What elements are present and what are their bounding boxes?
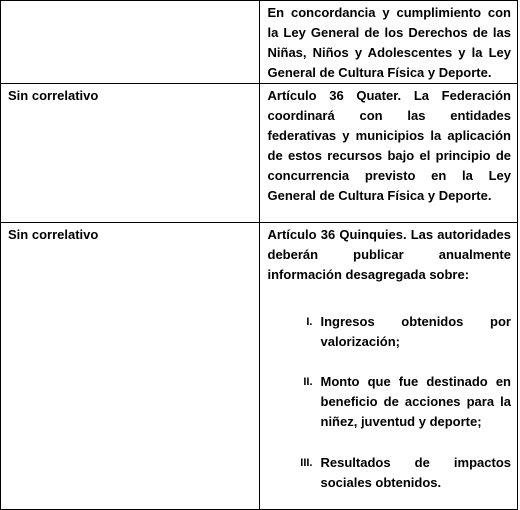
list-item-text: Ingresos obtenidos por valorización; [320, 314, 511, 349]
list-item-text: Resultados de impactos sociales obtenidos. [320, 455, 511, 490]
left-cell-text: Sin correlativo [8, 88, 99, 103]
right-cell-text: Artículo 36 Quinquies. Las autoridades deberán publicar anualmente información desagregada sobre: [267, 227, 511, 282]
list-item [260, 372, 518, 432]
left-cell [1, 1, 260, 84]
item-list [260, 312, 518, 493]
left-cell [1, 223, 260, 510]
left-cell [1, 84, 260, 223]
right-cell-text: Artículo 36 Quater. La Federación coordinará con las entidades federativas y municipios la aplicación de estos recursos bajo el principio de concurrencia previsto en la Ley General de Cultura Física y Deporte. [267, 88, 511, 203]
right-cell [259, 84, 518, 223]
list-item [260, 453, 518, 493]
table-row [1, 1, 518, 84]
right-cell [259, 223, 518, 510]
list-item-number-text: I. [306, 316, 313, 328]
list-item-number [260, 312, 313, 352]
list-item-number [260, 372, 313, 432]
right-cell [259, 1, 518, 84]
list-item [260, 312, 518, 352]
left-cell-text [1, 1, 259, 3]
list-item-number-text: III. [300, 457, 313, 469]
list-item-number [260, 453, 313, 493]
right-cell-text: En concordancia y cumplimiento con la Ley General de los Derechos de las Niñas, Niños y Adolescentes y la Ley General de Cultura Física y Deporte. [267, 5, 511, 80]
table-row [1, 223, 518, 510]
left-cell-text: Sin correlativo [8, 227, 99, 242]
list-item-text: Monto que fue destinado en beneficio de acciones para la niñez, juventud y deporte; [320, 374, 511, 429]
list-item-number-text: II. [303, 376, 313, 388]
table-row [1, 84, 518, 223]
